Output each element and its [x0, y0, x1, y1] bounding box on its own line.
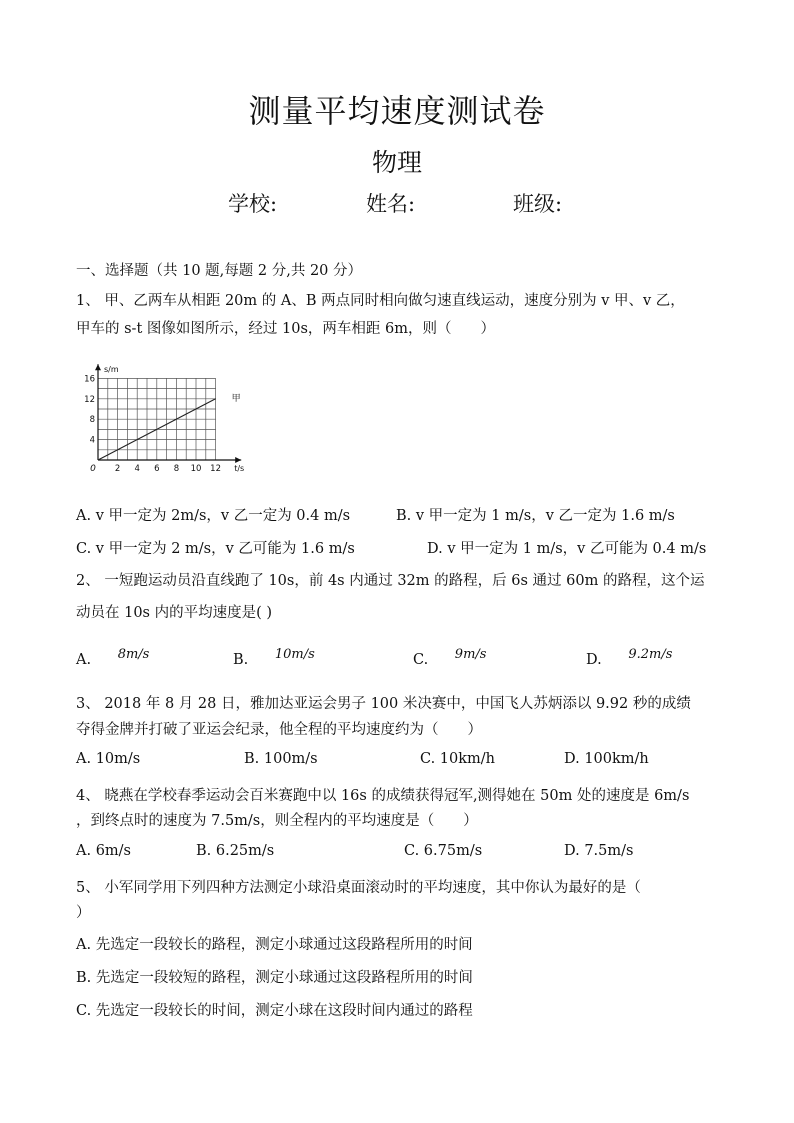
q2-option-a-letter: A.: [76, 652, 92, 668]
q2-option-d-letter: D.: [586, 652, 602, 668]
y-axis-label: s/m: [104, 365, 119, 375]
q4-option-d[interactable]: D. 7.5m/s: [564, 843, 634, 859]
page-title: 测量平均速度测试卷: [248, 92, 546, 130]
q1-line-2: 甲车的 s-t 图像如图所示，经过 10s，两车相距 6m，则（ ）: [76, 321, 495, 337]
x-tick-label: 4: [134, 464, 140, 474]
q1-option-b[interactable]: B. v 甲一定为 1 m/s，v 乙一定为 1.6 m/s: [396, 508, 675, 524]
class-label: 班级:: [513, 192, 563, 216]
x-tick-label: 6: [154, 464, 160, 474]
x-axis-arrow: [235, 457, 241, 463]
q5-line-2: ）: [76, 905, 91, 921]
q2-option-d-value: 9.2m/s: [628, 647, 673, 662]
y-tick-label: 12: [84, 394, 95, 405]
q3-option-a[interactable]: A. 10m/s: [76, 751, 141, 767]
subject-title: 物理: [371, 148, 422, 177]
q3-option-c[interactable]: C. 10km/h: [420, 751, 496, 767]
section-heading: 一、选择题（共 10 题,每题 2 分,共 20 分）: [76, 263, 362, 279]
q4-option-b[interactable]: B. 6.25m/s: [196, 843, 275, 859]
y-tick-label: 4: [89, 435, 95, 446]
x-tick-label: 8: [173, 464, 180, 474]
q2-option-a-value: 8m/s: [117, 647, 150, 662]
q2-option-c-letter: C.: [413, 652, 429, 668]
q3-option-d[interactable]: D. 100km/h: [564, 751, 649, 767]
y-axis-arrow: [95, 364, 101, 370]
series-label: 甲: [231, 393, 241, 404]
q4-line-2: ，到终点时的速度为 7.5m/s，则全程内的平均速度是（ ）: [76, 813, 478, 829]
q2-option-c-value: 9m/s: [454, 647, 487, 662]
y-tick-label: 8: [89, 415, 95, 426]
q5-option-a[interactable]: A. 先选定一段较长的路程，测定小球通过这段路程所用的时间: [76, 937, 473, 953]
q4-option-c[interactable]: C. 6.75m/s: [404, 843, 483, 859]
q5-option-b[interactable]: B. 先选定一段较短的路程，测定小球通过这段路程所用的时间: [76, 970, 473, 986]
origin-label: 0: [90, 464, 96, 474]
name-label: 姓名:: [366, 192, 416, 216]
q3-option-b[interactable]: B. 100m/s: [244, 751, 318, 767]
q2-option-b-value: 10m/s: [274, 647, 315, 662]
q4-option-a[interactable]: A. 6m/s: [76, 843, 131, 859]
q4-line-1: 4、 晓燕在学校春季运动会百米赛跑中以 16s 的成绩获得冠军,测得她在 50m 处的速度是 6m/s: [76, 788, 690, 804]
q2-option-b-letter: B.: [233, 652, 249, 668]
q3-line-1: 3、 2018 年 8 月 28 日，雅加达亚运会男子 100 米决赛中，中国飞人苏炳添以 9.92 秒的成绩: [76, 696, 691, 712]
s-t-graph: [78, 358, 254, 480]
q1-option-c[interactable]: C. v 甲一定为 2 m/s，v 乙可能为 1.6 m/s: [76, 541, 355, 557]
q2-line-2: 动员在 10s 内的平均速度是( ): [76, 605, 273, 621]
q1-line-1: 1、 甲、乙两车从相距 20m 的 A、B 两点同时相向做匀速直线运动，速度分别为 v 甲、v 乙，: [76, 293, 685, 309]
x-axis-label: t/s: [234, 464, 245, 473]
q5-line-1: 5、 小军同学用下列四种方法测定小球沿桌面滚动时的平均速度，其中你认为最好的是（: [76, 880, 641, 896]
y-tick-label: 16: [84, 374, 95, 385]
q2-option-b[interactable]: [233, 647, 315, 668]
q2-option-a[interactable]: [76, 647, 150, 668]
q1-option-a[interactable]: A. v 甲一定为 2m/s，v 乙一定为 0.4 m/s: [76, 508, 351, 524]
q5-option-c[interactable]: C. 先选定一段较长的时间，测定小球在这段时间内通过的路程: [76, 1003, 473, 1019]
q2-line-1: 2、 一短跑运动员沿直线跑了 10s，前 4s 内通过 32m 的路程，后 6s 通过 60m 的路程，这个运: [76, 573, 705, 589]
x-tick-label: 10: [190, 464, 202, 474]
x-tick-label: 12: [210, 464, 222, 474]
school-label: 学校:: [228, 192, 278, 216]
q2-option-d[interactable]: [586, 647, 673, 668]
q3-line-2: 夺得金牌并打破了亚运会纪录，他全程的平均速度约为（ ）: [76, 722, 482, 738]
q2-option-c[interactable]: [413, 647, 487, 668]
q1-option-d[interactable]: D. v 甲一定为 1 m/s，v 乙可能为 0.4 m/s: [427, 541, 707, 557]
x-tick-label: 2: [114, 464, 121, 474]
